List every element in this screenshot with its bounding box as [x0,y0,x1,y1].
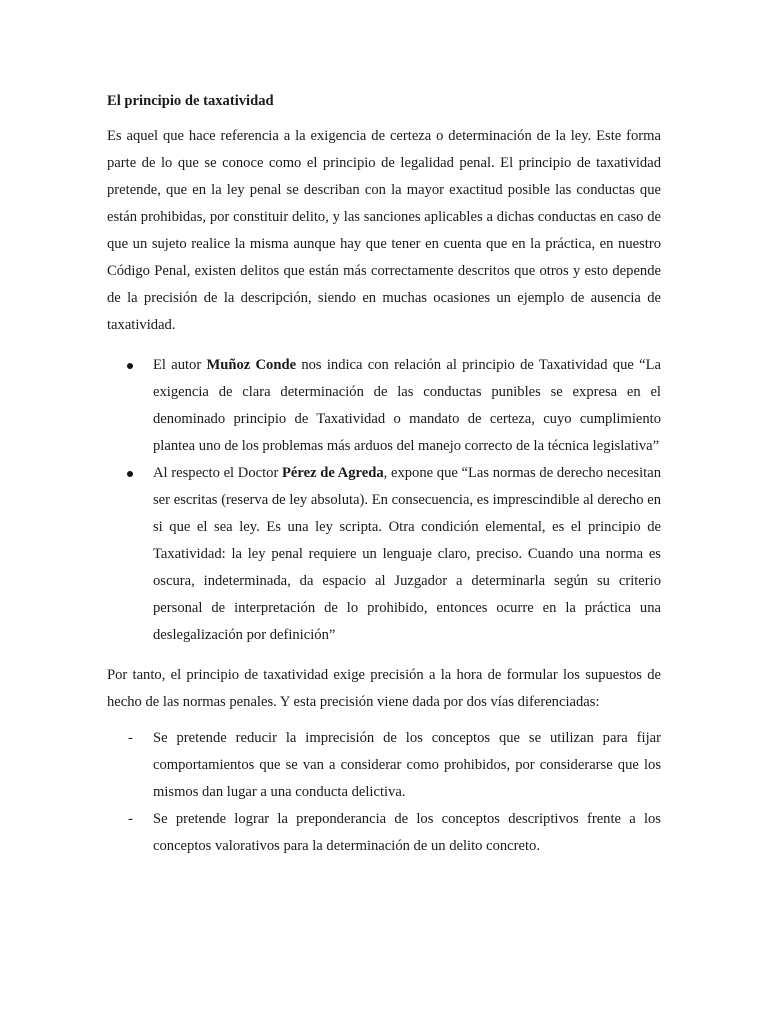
dash-marker: - [128,811,133,827]
author-name: Pérez de Agreda [281,465,384,481]
dash-item-text: Se pretende reducir la imprecisión de los conceptos que se utilizan para fijar comportamientos que se van a considerar como prohibidos, por considerarse que los mismos dan lugar a una conducta delictiva. [153,730,661,800]
quote-bullet-list [107,352,661,649]
bullet-dot-icon [127,471,133,477]
dash-item-text: Se pretende lograr la preponderancia de los conceptos descriptivos frente a los conceptos valorativos para la determinación de un delito concreto. [153,811,661,854]
bullet-item-munoz-conde [107,352,661,460]
author-name: Muñoz Conde [206,357,297,373]
bullet-text-suffix: , expone que “Las normas de derecho necesitan ser escritas (reserva de ley absoluta). En consecuencia, es imprescindible al derecho en si que el sea ley. Es una ley scripta. Otra condición elemental, es el principio de Taxatividad: la ley penal requiere un lenguaje claro, preciso. Cuando una norma es oscura, indeterminada, da espacio al Juzgador a determinarla según su criterio personal de interpretación de lo prohibido, entonces ocurre en la práctica una deslegalización por definición” [153,465,661,643]
dash-list [107,725,661,860]
dash-item [107,725,661,806]
intro-paragraph: Es aquel que hace referencia a la exigencia de certeza o determinación de la ley. Este forma parte de lo que se conoce como el principio de legalidad penal. El principio de taxatividad pretende, que en la ley penal se describan con la mayor exactitud posible las conductas que están prohibidas, por constituir delito, y las sanciones aplicables a dichas conductas en caso de que un sujeto realice la misma aunque hay que tener en cuenta que en la práctica, en nuestro Código Penal, existen delitos que están más correctamente descritos que otros y esto depende de la precisión de la descripción, siendo en muchas ocasiones un ejemplo de ausencia de taxatividad. [107,128,661,333]
bullet-text-prefix: El autor [153,357,207,373]
document-title: El principio de taxatividad [107,93,274,109]
bullet-item-perez-de-agreda [107,460,661,649]
bullet-text-prefix: Al respecto el Doctor [153,465,282,481]
bullet-text-suffix: nos indica con relación al principio de Taxatividad que “La exigencia de clara determinación de las conductas punibles se expresa en el denominado principio de Taxatividad o mandato de certeza, cuyo cumplimiento plantea uno de los problemas más arduos del manejo correcto de la técnica legislativa” [153,357,661,454]
bullet-dot-icon [127,363,133,369]
dash-marker: - [128,730,133,746]
document-page [107,88,661,860]
conclusion-paragraph: Por tanto, el principio de taxatividad exige precisión a la hora de formular los supuestos de hecho de las normas penales. Y esta precisión viene dada por dos vías diferenciadas: [107,667,661,710]
dash-item [107,806,661,860]
